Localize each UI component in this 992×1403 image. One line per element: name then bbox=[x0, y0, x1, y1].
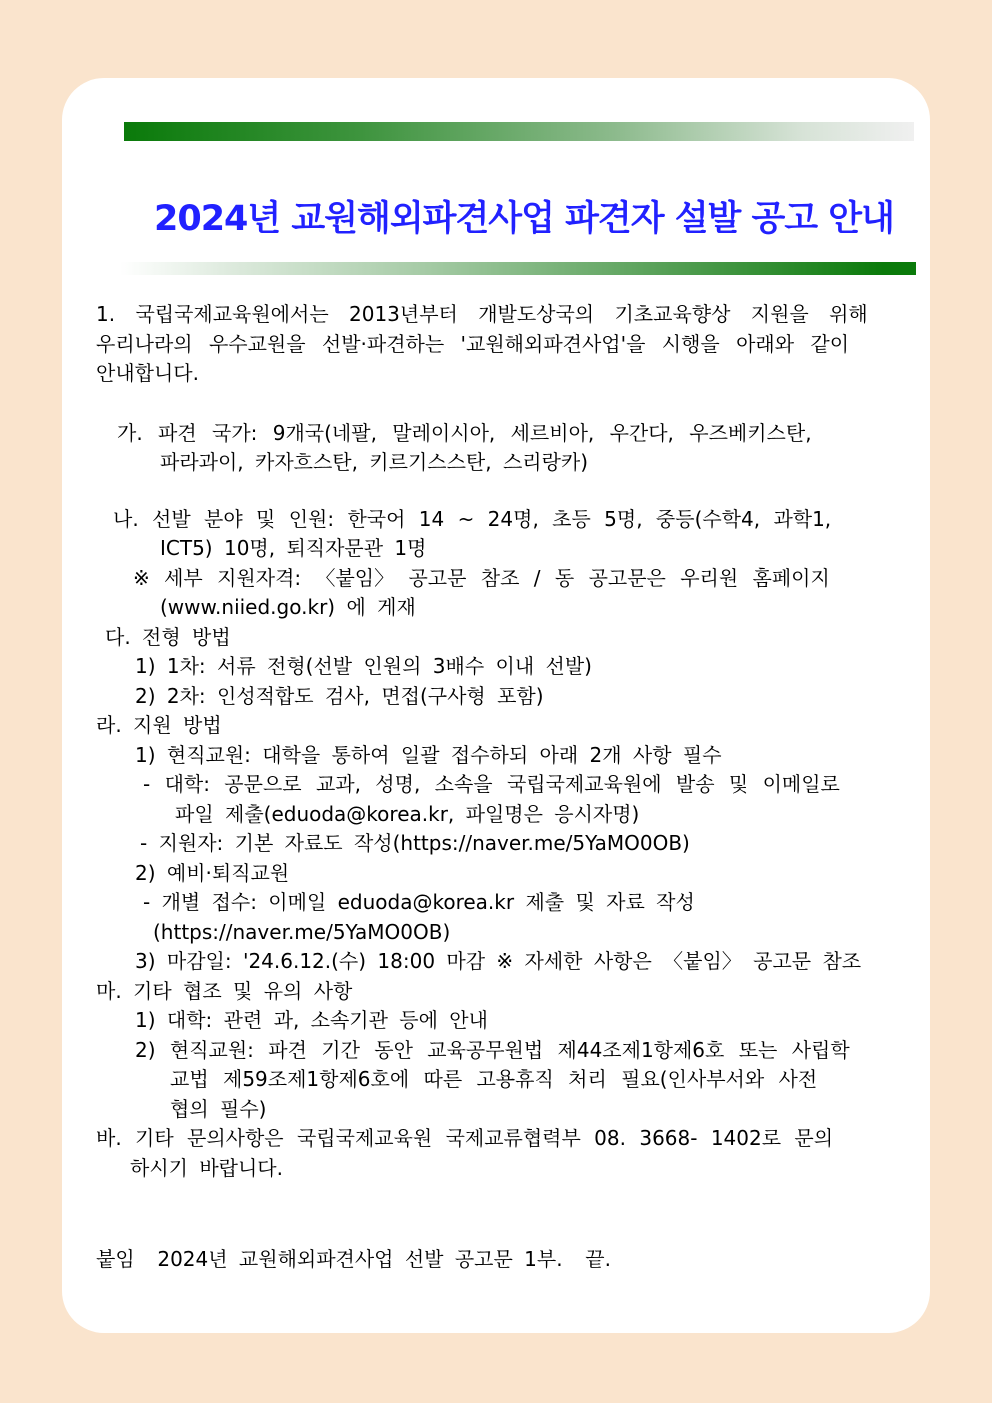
text-line: 마. 기타 협조 및 유의 사항 bbox=[96, 978, 353, 1003]
text-line: 교법 제59조제1항제6호에 따른 고용휴직 처리 필요(인사부서와 사전 bbox=[170, 1067, 818, 1091]
text-line: 2) 예비·퇴직교원 bbox=[135, 860, 290, 885]
document-body bbox=[92, 300, 914, 1275]
text-line: 1. 국립국제교육원에서는 2013년부터 개발도상국의 기초교육향상 지원을 위해 bbox=[96, 302, 868, 326]
text-line: 2) 현직교원: 파견 기간 동안 교육공무원법 제44조제1항제6호 또는 사립학 bbox=[135, 1037, 850, 1062]
text-line: - 대학: 공문으로 교과, 성명, 소속을 국립국제교육원에 발송 및 이메일로 bbox=[143, 772, 840, 796]
text-line: (www.niied.go.kr) 에 게재 bbox=[160, 595, 416, 619]
text-line: - 개별 접수: 이메일 eduoda@korea.kr 제출 및 자료 작성 bbox=[143, 890, 695, 914]
top-gradient-bar bbox=[124, 122, 914, 141]
text-line: 우리나라의 우수교원을 선발·파견하는 '교원해외파견사업'을 시행을 아래와 같이 bbox=[96, 331, 850, 356]
text-line: 하시기 바랍니다. bbox=[130, 1155, 283, 1180]
text-line: 라. 지원 방법 bbox=[96, 713, 222, 737]
text-line: 안내합니다. bbox=[96, 361, 199, 385]
text-line: 다. 전형 방법 bbox=[105, 624, 231, 649]
text-line: ICT5) 10명, 퇴직자문관 1명 bbox=[160, 536, 427, 560]
text-line: 바. 기타 문의사항은 국립국제교육원 국제교류협력부 08. 3668- 1402로 문의 bbox=[96, 1126, 834, 1150]
page-title: 2024년 교원해외파견사업 파견자 설발 공고 안내 bbox=[154, 199, 894, 240]
text-line: 가. 파견 국가: 9개국(네팔, 말레이시아, 세르비아, 우간다, 우즈베키스탄, bbox=[117, 420, 812, 445]
text-line: 협의 필수) bbox=[170, 1096, 267, 1121]
text-line: 붙임 2024년 교원해외파견사업 선발 공고문 1부. 끝. bbox=[96, 1247, 611, 1271]
text-line: 파일 제출(eduoda@korea.kr, 파일명은 응시자명) bbox=[175, 801, 640, 826]
text-line: 1) 1차: 서류 전형(선발 인원의 3배수 이내 선발) bbox=[135, 654, 592, 678]
text-line: 1) 대학: 관련 과, 소속기관 등에 안내 bbox=[135, 1008, 488, 1032]
text-line: (https://naver.me/5YaMO0OB) bbox=[153, 919, 451, 944]
text-line: 나. 선발 분야 및 인원: 한국어 14 ~ 24명, 초등 5명, 중등(수학4, 과학1, bbox=[113, 506, 832, 531]
text-line: 3) 마감일: '24.6.12.(수) 18:00 마감 ※ 자세한 사항은 〈붙임〉 공고문 참조 bbox=[135, 949, 862, 973]
text-line: - 지원자: 기본 자료도 작성(https://naver.me/5YaMO0OB) bbox=[140, 831, 690, 855]
text-line: 2) 2차: 인성적합도 검사, 면접(구사형 포함) bbox=[135, 683, 544, 708]
text-line: 1) 현직교원: 대학을 통하여 일괄 접수하되 아래 2개 사항 필수 bbox=[135, 742, 722, 767]
text-line: ※ 세부 지원자격: 〈붙임〉 공고문 참조 / 동 공고문은 우리원 홈페이지 bbox=[133, 565, 830, 590]
bottom-gradient-bar bbox=[120, 262, 916, 275]
text-line: 파라과이, 카자흐스탄, 키르기스스탄, 스리랑카) bbox=[160, 450, 589, 474]
document-card bbox=[62, 78, 930, 1333]
